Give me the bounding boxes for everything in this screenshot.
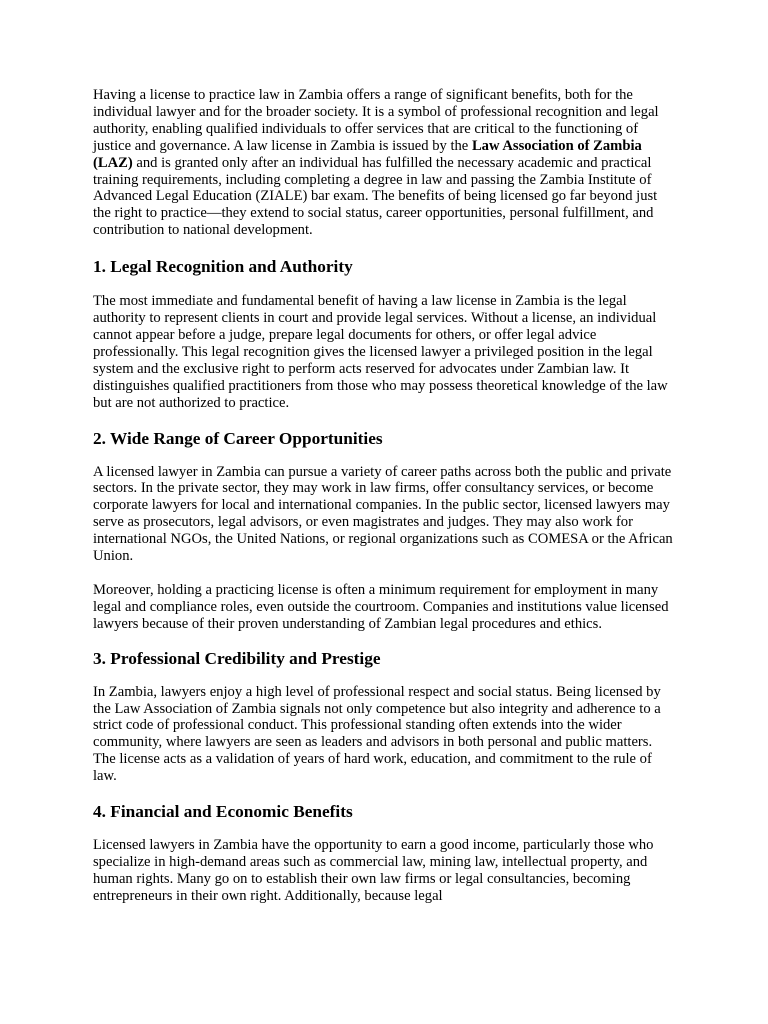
section-3-paragraph-1: In Zambia, lawyers enjoy a high level of professional respect and social status. Being licensed by the Law Association of Zambia signals not only competence but also integrity and adherence to a strict code of professional conduct. This professional standing often extends into the wider community, where lawyers are seen as leaders and advisors in both personal and public matters. The license acts as a validation of years of hard work, education, and commitment to the rule of law. xyxy=(93,683,661,785)
intro-text-start: Having a license to practice law in Zambia offers a range of significant benefits, both for the individual lawyer and for the broader society. It is a symbol of professional recognition and legal authority, enabling qualified individuals to offer services that are critical to the functioning of justice and governance. A law license in Zambia is issued by the xyxy=(93,87,659,154)
intro-text-end: and is granted only after an individual has fulfilled the necessary academic and practical training requirements, including completing a degree in law and passing the Zambia Institute of Advanced Legal Education (ZIALE) bar exam. The benefits of being licensed go far beyond just the right to practice—they extend to social status, career opportunities, personal fulfillment, and contribution to national development. xyxy=(93,154,658,239)
section-1-paragraph-1: The most immediate and fundamental benefit of having a law license in Zambia is the legal authority to represent clients in court and provide legal services. Without a license, an individual cannot appear before a judge, prepare legal documents for others, or offer legal advice professionally. This legal recognition gives the licensed lawyer a privileged position in the legal system and the exclusive right to perform acts reserved for advocates under Zambian law. It distinguishes qualified practitioners from those who may possess theoretical knowledge of the law but are not authorized to practice. xyxy=(93,293,668,411)
section-2-paragraph-2: Moreover, holding a practicing license is often a minimum requirement for employment in many legal and compliance roles, even outside the courtroom. Companies and institutions value licensed lawyers because of their proven understanding of Zambian legal procedures and ethics. xyxy=(93,581,669,632)
intro-paragraph xyxy=(93,87,678,239)
section-1-heading: 1. Legal Recognition and Authority xyxy=(93,257,353,277)
section-4-heading: 4. Financial and Economic Benefits xyxy=(93,802,353,822)
section-4-paragraph-1: Licensed lawyers in Zambia have the opportunity to earn a good income, particularly those who specialize in high-demand areas such as commercial law, mining law, intellectual property, and human rights. Many go on to establish their own law firms or legal consultancies, becoming entrepreneurs in their own right. Additionally, because legal xyxy=(93,837,654,904)
intro-bold-organization: Law Association of Zambia (LAZ) xyxy=(93,137,642,171)
section-3-heading: 3. Professional Credibility and Prestige xyxy=(93,648,381,668)
document-page xyxy=(93,87,678,905)
section-2-heading: 2. Wide Range of Career Opportunities xyxy=(93,428,383,448)
section-2-paragraph-1: A licensed lawyer in Zambia can pursue a variety of career paths across both the public and private sectors. In the private sector, they may work in law firms, offer consultancy services, or become corporate lawyers for local and international companies. In the public sector, licensed lawyers may serve as prosecutors, legal advisors, or even magistrates and judges. They may also work for international NGOs, the United Nations, or regional organizations such as COMESA or the African Union. xyxy=(93,463,673,565)
